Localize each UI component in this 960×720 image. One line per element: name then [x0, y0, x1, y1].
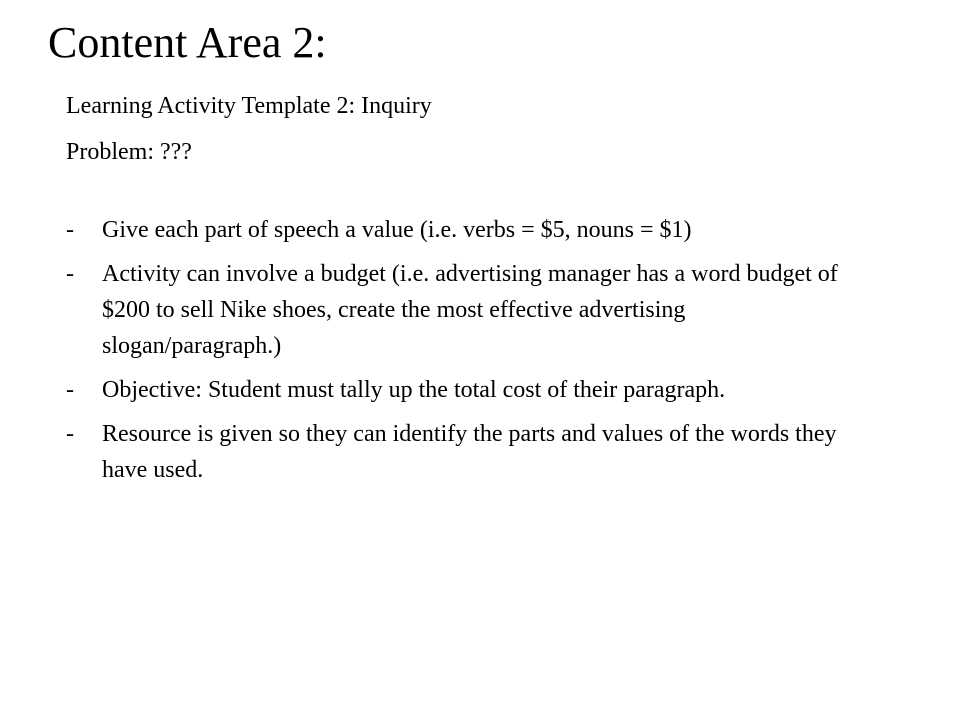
bullet-item-part-of-speech-values — [66, 212, 856, 248]
bullet-text: Objective: Student must tally up the total cost of their paragraph. — [102, 377, 726, 403]
bullet-text: Give each part of speech a value (i.e. verbs = $5, nouns = $1) — [102, 217, 692, 243]
bullet-text: Activity can involve a budget (i.e. advertising manager has a word budget of $200 to sell Nike shoes, create the most effective advertising slogan/paragraph.) — [102, 261, 838, 359]
slide-body — [66, 88, 856, 496]
activity-template-heading: Learning Activity Template 2: Inquiry — [66, 93, 432, 119]
bullet-text: Resource is given so they can identify the parts and values of the words they have used. — [102, 421, 837, 483]
dash-bullet-marker: - — [66, 261, 74, 287]
bullet-item-budget-activity — [66, 256, 856, 364]
slide-title: Content Area 2: — [48, 18, 327, 67]
blank-line-spacer — [66, 170, 856, 212]
bullet-item-resource — [66, 416, 856, 488]
bullet-list — [66, 212, 856, 488]
bullet-item-objective — [66, 372, 856, 408]
dash-bullet-marker: - — [66, 421, 74, 447]
dash-bullet-marker: - — [66, 377, 74, 403]
dash-bullet-marker: - — [66, 217, 74, 243]
problem-line: Problem: ??? — [66, 139, 192, 165]
